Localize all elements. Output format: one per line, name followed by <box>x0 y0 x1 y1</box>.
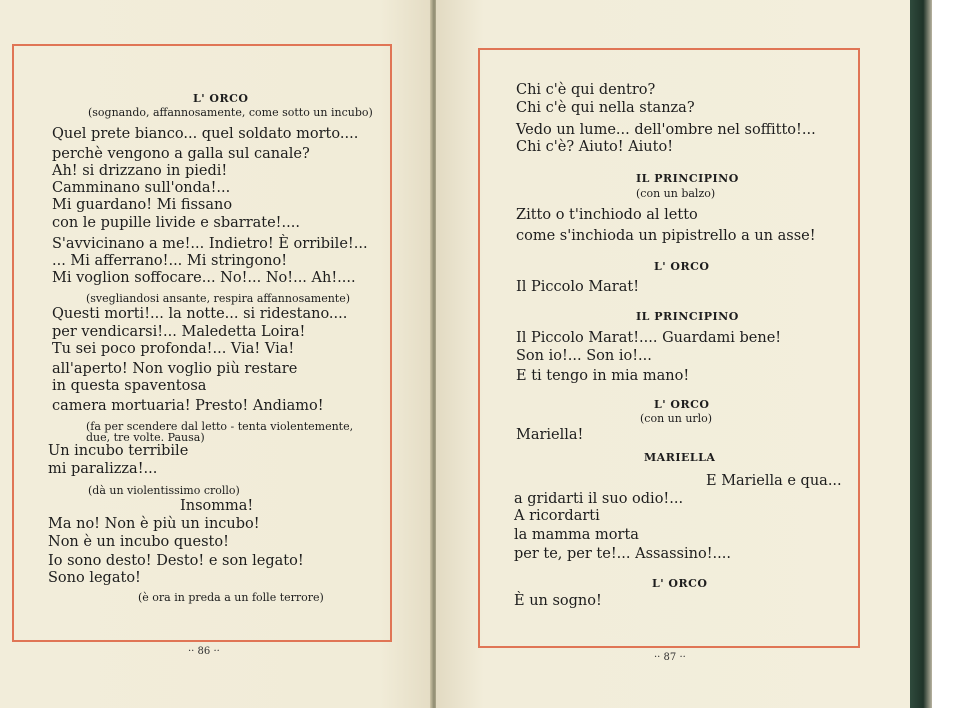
verse-line: Mi guardano! Mi fissano <box>52 197 233 213</box>
verse-line: con le pupille livide e sbarrate!.... <box>52 215 300 231</box>
verse-line: Mi voglion soffocare... No!... No!... Ah!.... <box>52 270 356 286</box>
stage-direction: (svegliandosi ansante, respira affannosamente) <box>86 292 351 305</box>
verse-line: Camminano sull'onda!... <box>52 180 231 196</box>
verse-line: per te, per te!... Assassino!.... <box>514 546 731 562</box>
book-cover-edge <box>910 0 932 708</box>
verse-line: Mariella! <box>516 427 584 443</box>
page-number: ·· 86 ·· <box>188 646 220 657</box>
verse-line: in questa spaventosa <box>52 378 207 394</box>
stage-direction: (è ora in preda a un folle terrore) <box>138 591 324 604</box>
stage-direction: (con un balzo) <box>636 187 716 200</box>
verse-line: Io sono desto! Desto! e son legato! <box>48 553 304 569</box>
verse-line: Vedo un lume... dell'ombre nel soffitto!... <box>516 122 816 138</box>
verse-line: S'avvicinano a me!... Indietro! È orribile!... <box>52 236 368 252</box>
verse-line: Sono legato! <box>48 570 141 586</box>
verse-line: Zitto o t'inchiodo al letto <box>516 207 698 223</box>
verse-line: A ricordarti <box>514 508 600 524</box>
left-page <box>0 0 432 708</box>
speaker-label: IL PRINCIPINO <box>636 310 739 323</box>
speaker-label: L' ORCO <box>654 398 710 411</box>
verse-line: Il Piccolo Marat! <box>516 279 640 295</box>
verse-line: Ah! si drizzano in piedi! <box>52 163 228 179</box>
verse-line: Questi morti!... la notte... si ridestano.... <box>52 306 348 322</box>
verse-line: la mamma morta <box>514 527 639 543</box>
verse-line: Insomma! <box>180 498 254 514</box>
stage-direction: (fa per scendere dal letto - tenta violentemente, <box>86 420 354 433</box>
verse-line: Tu sei poco profonda!... Via! Via! <box>52 341 295 357</box>
verse-line: Ma no! Non è più un incubo! <box>48 516 260 532</box>
verse-line: mi paralizza!... <box>48 461 158 477</box>
speaker-label: L' ORCO <box>193 92 249 105</box>
page-number: ·· 87 ·· <box>654 652 686 663</box>
verse-line: per vendicarsi!... Maledetta Loira! <box>52 324 306 340</box>
stage-direction: (con un urlo) <box>640 412 713 425</box>
verse-line: come s'inchioda un pipistrello a un asse! <box>516 228 816 244</box>
verse-line: Chi c'è qui nella stanza? <box>516 100 695 116</box>
verse-line: all'aperto! Non voglio più restare <box>52 361 298 377</box>
speaker-label: L' ORCO <box>652 577 708 590</box>
verse-line: Chi c'è qui dentro? <box>516 82 656 98</box>
stage-direction: due, tre volte. Pausa) <box>86 431 205 444</box>
stage-direction: (sognando, affannosamente, come sotto un incubo) <box>88 106 373 119</box>
verse-line: Son io!... Son io!... <box>516 348 652 364</box>
right-page <box>436 0 914 708</box>
speaker-label: MARIELLA <box>644 451 716 464</box>
verse-line: ... Mi afferrano!... Mi stringono! <box>52 253 288 269</box>
verse-line: Il Piccolo Marat!.... Guardami bene! <box>516 330 782 346</box>
verse-line: camera mortuaria! Presto! Andiamo! <box>52 398 324 414</box>
verse-line: È un sogno! <box>514 593 602 609</box>
verse-line: E Mariella e qua... <box>706 473 842 489</box>
verse-line: Un incubo terribile <box>48 443 189 459</box>
verse-line: Non è un incubo questo! <box>48 534 229 550</box>
verse-line: a gridarti il suo odio!... <box>514 491 684 507</box>
verse-line: Quel prete bianco... quel soldato morto.... <box>52 126 359 142</box>
stage-direction: (dà un violentissimo crollo) <box>88 484 240 497</box>
verse-line: E ti tengo in mia mano! <box>516 368 690 384</box>
speaker-label: L' ORCO <box>654 260 710 273</box>
verse-line: perchè vengono a galla sul canale? <box>52 146 310 162</box>
speaker-label: IL PRINCIPINO <box>636 172 739 185</box>
verse-line: Chi c'è? Aiuto! Aiuto! <box>516 139 674 155</box>
